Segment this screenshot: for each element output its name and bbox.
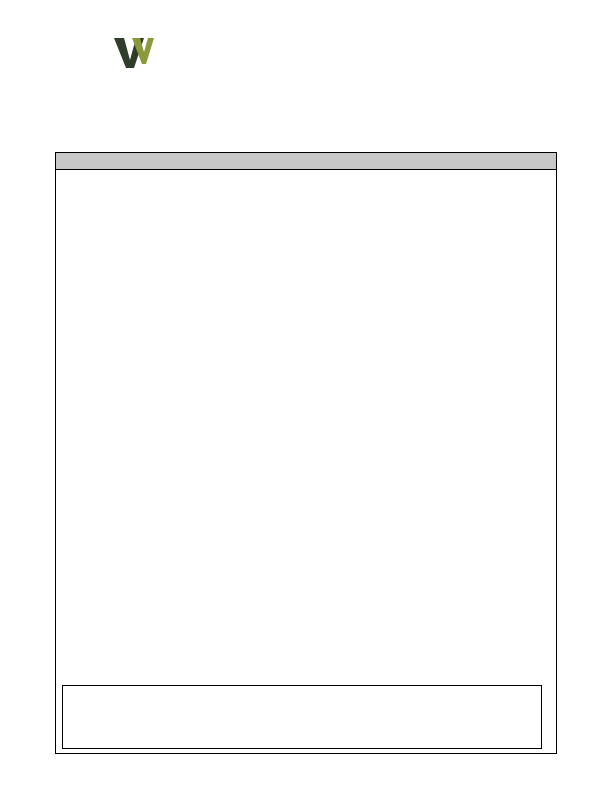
notes-box bbox=[62, 685, 542, 749]
company-logo bbox=[70, 38, 220, 88]
loan-options-frame bbox=[55, 152, 557, 754]
vw-mark-icon bbox=[114, 38, 154, 68]
section-title bbox=[56, 153, 556, 170]
